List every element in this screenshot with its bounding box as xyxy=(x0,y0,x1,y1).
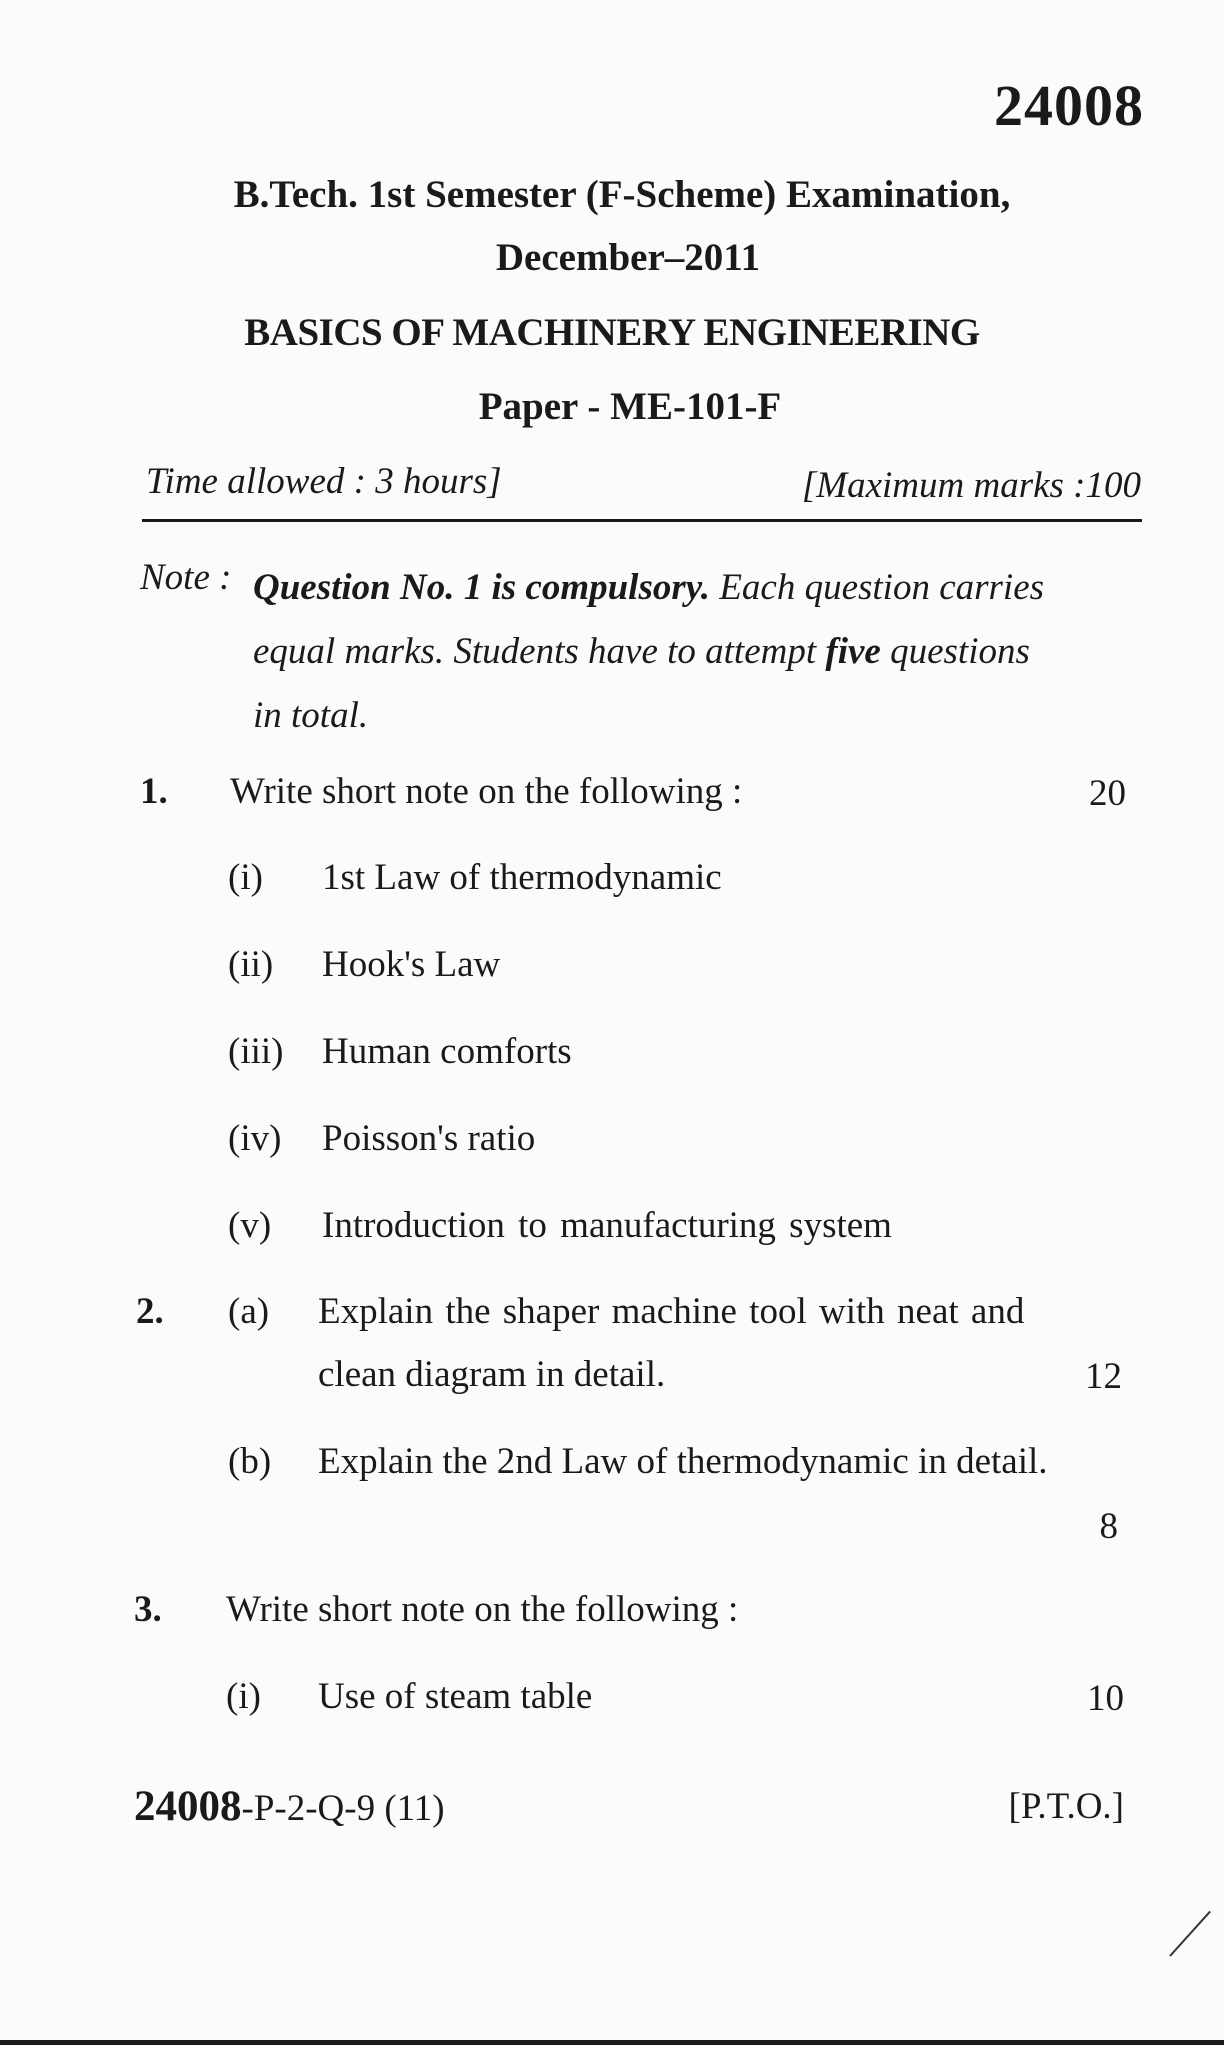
q1-item-label: (ii) xyxy=(228,944,274,985)
q2b-text: Explain the 2nd Law of thermodynamic in detail. xyxy=(318,1441,1048,1482)
note-rest: Each question carries xyxy=(710,567,1045,608)
q3-number: 3. xyxy=(134,1589,162,1630)
q2b-label: (b) xyxy=(228,1441,272,1482)
footer-code-bold: 24008 xyxy=(134,1783,242,1830)
q3-item-label: (i) xyxy=(226,1676,261,1717)
footer-paper-code xyxy=(134,1782,445,1831)
exam-date: December–2011 xyxy=(495,236,761,279)
paper-code: 24008 xyxy=(994,73,1144,138)
q1-item-text: Introduction to manufacturing system xyxy=(322,1205,892,1246)
q1-marks: 20 xyxy=(1089,773,1126,814)
q1-item-label: (i) xyxy=(228,857,263,898)
q1-item-text: 1st Law of thermodynamic xyxy=(322,857,722,898)
note-bold: Question No. 1 is compulsory. xyxy=(253,567,711,608)
q2a-marks: 12 xyxy=(1085,1356,1122,1397)
page-bottom-edge xyxy=(0,2040,1224,2045)
footer-code-rest: -P-2-Q-9 (11) xyxy=(241,1788,445,1829)
note-line-3: in total. xyxy=(253,695,369,736)
note-continuation xyxy=(253,620,1143,748)
q1-item-label: (v) xyxy=(228,1205,272,1246)
q1-item-text: Hook's Law xyxy=(322,944,501,985)
note-label: Note : xyxy=(140,557,232,598)
pto-label: [P.T.O.] xyxy=(1008,1786,1124,1827)
header-divider xyxy=(142,519,1142,522)
subject-title: BASICS OF MACHINERY ENGINEERING xyxy=(244,311,980,354)
q2-number: 2. xyxy=(136,1291,164,1332)
note-line-2a: equal marks. Students have to attempt xyxy=(253,631,826,672)
q2a-text-line1: Explain the shaper machine tool with neat and xyxy=(318,1291,1025,1332)
q1-item-text: Poisson's ratio xyxy=(322,1118,536,1159)
q2a-label: (a) xyxy=(228,1291,270,1332)
q2a-text-line2: clean diagram in detail. xyxy=(318,1354,666,1395)
q1-item-text: Human comforts xyxy=(322,1031,572,1072)
pen-mark xyxy=(1169,1911,1211,1957)
note-line-2 xyxy=(253,620,1143,684)
q1-item-label: (iii) xyxy=(228,1031,284,1072)
q2b-marks: 8 xyxy=(1099,1506,1118,1547)
note-line-2-bold: five xyxy=(825,631,881,672)
exam-title: B.Tech. 1st Semester (F-Scheme) Examination, xyxy=(233,173,1011,216)
q3-item-text: Use of steam table xyxy=(318,1676,593,1717)
q1-number: 1. xyxy=(140,771,168,812)
note-line-2b: questions xyxy=(880,631,1030,672)
time-allowed: Time allowed : 3 hours] xyxy=(146,461,502,502)
q3-item-marks: 10 xyxy=(1087,1678,1124,1719)
paper-number: Paper - ME-101-F xyxy=(478,385,782,428)
q1-item-label: (iv) xyxy=(228,1118,282,1159)
note-line-1 xyxy=(253,556,1044,620)
maximum-marks: [Maximum marks :100 xyxy=(801,465,1141,506)
q1-text: Write short note on the following : xyxy=(230,771,743,812)
q3-text: Write short note on the following : xyxy=(226,1589,739,1630)
